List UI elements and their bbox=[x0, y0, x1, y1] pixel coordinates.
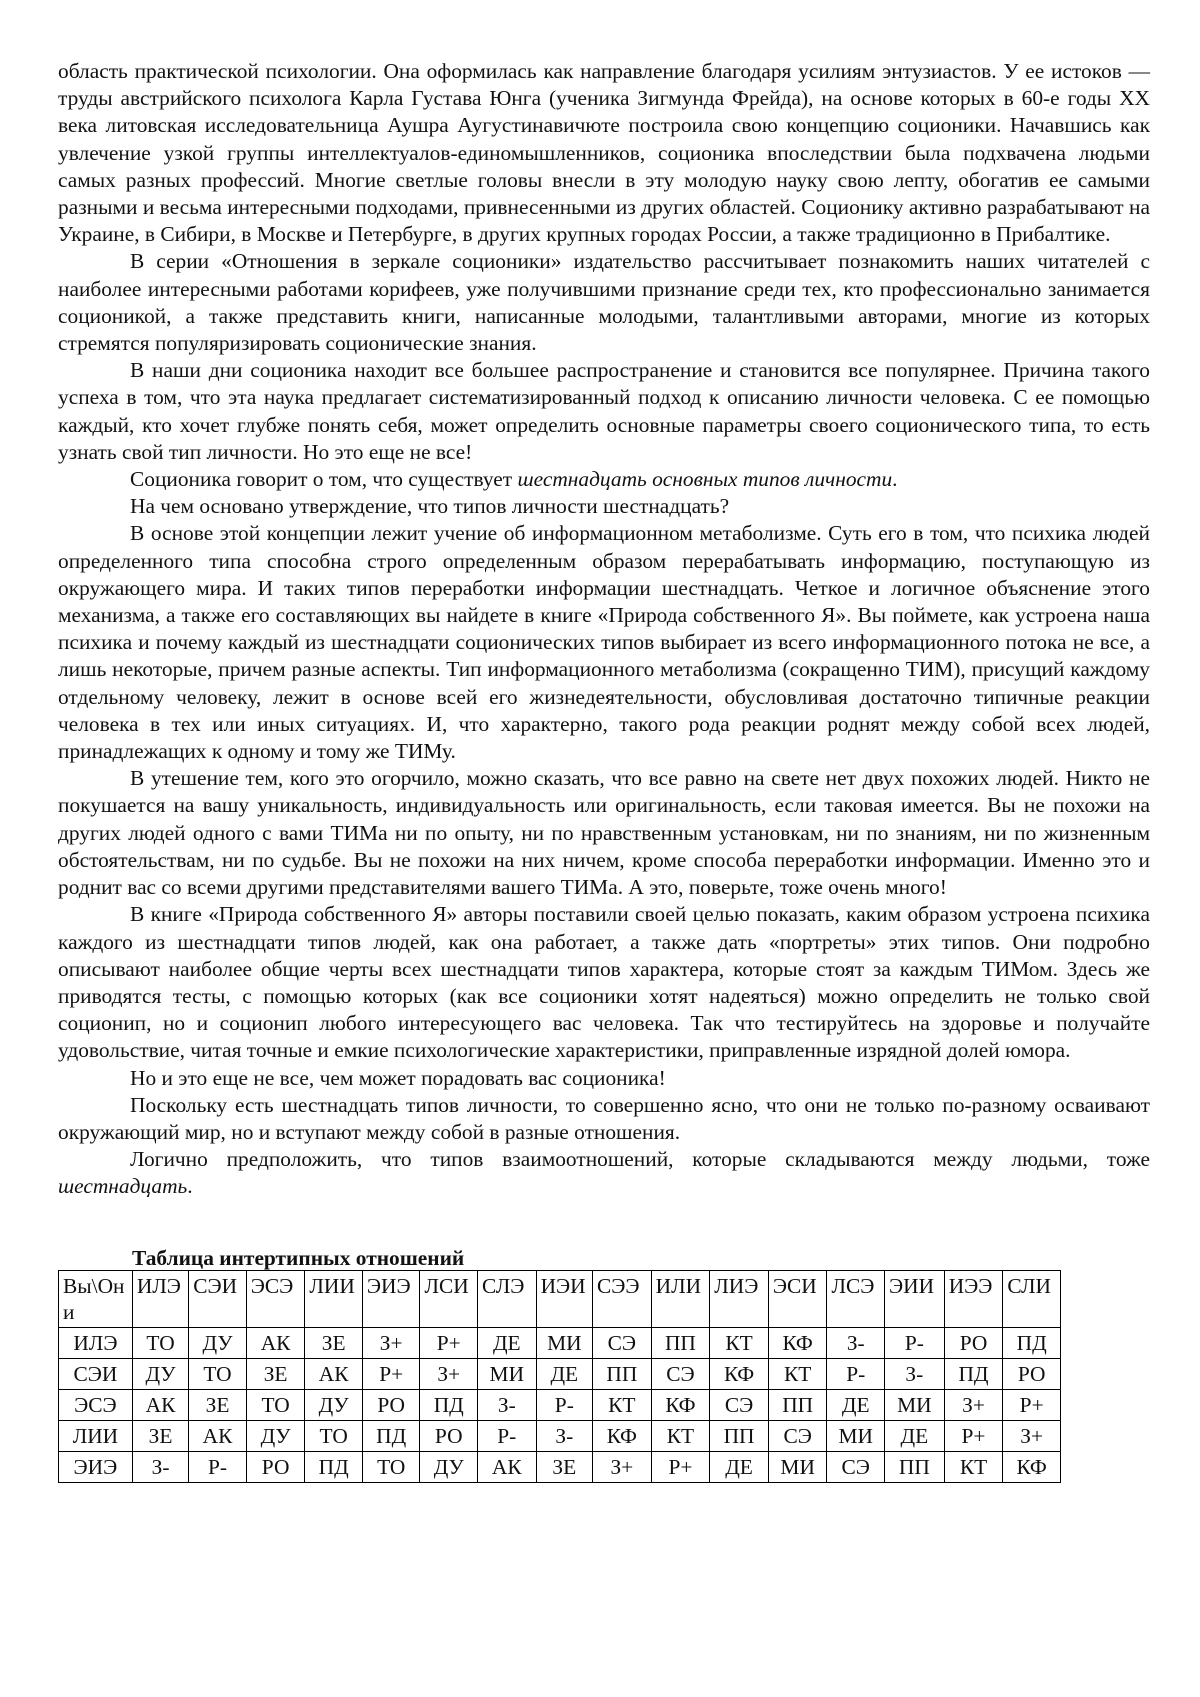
table-cell: АК bbox=[305, 1358, 363, 1389]
table-cell: ДЕ bbox=[710, 1451, 769, 1482]
table-cell: ПП bbox=[768, 1389, 827, 1420]
table-cell: КФ bbox=[593, 1420, 652, 1451]
table-cell: МИ bbox=[885, 1389, 945, 1420]
paragraph-text: область практической психологии. Она оформилась как направление благодаря усилиям энтузиастов. У ее истоков — труды австрийского психолога Карла Густава Юнга (ученика Зигмунда Фрейда), на основе которых в 60-е годы XX века литовская исследовательница Аушра Аугустинавичюте построила свою концепцию соционики. Начавшись как увлечение узкой группы интеллектуалов-единомышленников, соционика впоследствии была подхвачена людьми самых разных профессий. Многие светлые головы внесли в эту молодую науку свою лепту, обогатив ее самыми разными и весьма интересными подходами, привнесенными из других областей. Соционику активно разрабатывают на Украине, в Сибири, в Москве и Петербурге, в других крупных городах России, а также традиционно в Прибалтике. bbox=[58, 59, 1150, 247]
table-cell: З+ bbox=[1003, 1420, 1061, 1451]
table-cell: ПП bbox=[593, 1358, 652, 1389]
table-cell: ДЕ bbox=[885, 1420, 945, 1451]
row-header: ЛИИ bbox=[59, 1420, 133, 1451]
table-cell: АК bbox=[132, 1389, 188, 1420]
body-text bbox=[58, 58, 1150, 1201]
row-header: ИЛЭ bbox=[59, 1327, 133, 1358]
paragraph bbox=[58, 1065, 1150, 1092]
table-cell: РО bbox=[362, 1389, 420, 1420]
paragraph bbox=[58, 357, 1150, 466]
table-cell: АК bbox=[477, 1451, 536, 1482]
table-cell: Р+ bbox=[944, 1420, 1003, 1451]
table-cell: ТО bbox=[246, 1389, 305, 1420]
paragraph-text: В серии «Отношения в зеркале соционики» издательство рассчитывает познакомить наших читателей с наиболее интересными работами корифеев, уже получившими признание среди тех, кто профессионально занимается соционикой, а также представить книги, написанные молодыми, талантливыми авторами, многие из которых стремятся популяризировать соционические знания. bbox=[58, 249, 1150, 356]
paragraph bbox=[58, 493, 1150, 520]
table-cell: РО bbox=[944, 1327, 1003, 1358]
paragraph-text: Логично предположить, что типов взаимоотношений, которые складываются между людьми, тоже bbox=[130, 1147, 1150, 1172]
table-cell: З- bbox=[132, 1451, 188, 1482]
column-header: ЭСИ bbox=[768, 1270, 827, 1327]
table-row bbox=[59, 1420, 1061, 1451]
table-row bbox=[59, 1358, 1061, 1389]
table-cell: РО bbox=[420, 1420, 478, 1451]
table-cell: Р+ bbox=[362, 1358, 420, 1389]
table-cell: Р- bbox=[536, 1389, 592, 1420]
table-cell: З+ bbox=[420, 1358, 478, 1389]
paragraph-text: Соционика говорит о том, что существует bbox=[130, 467, 518, 492]
table-cell: Р+ bbox=[420, 1327, 478, 1358]
table-row bbox=[59, 1327, 1061, 1358]
table-cell: ПП bbox=[885, 1451, 945, 1482]
column-header: ЛИЭ bbox=[710, 1270, 769, 1327]
table-cell: КФ bbox=[710, 1358, 769, 1389]
table-cell: ДЕ bbox=[827, 1389, 885, 1420]
column-header: ИЭЭ bbox=[944, 1270, 1003, 1327]
table-header-row bbox=[59, 1270, 1061, 1327]
table-cell: СЭ bbox=[768, 1420, 827, 1451]
table-cell: ДЕ bbox=[536, 1358, 592, 1389]
row-header: СЭИ bbox=[59, 1358, 133, 1389]
paragraph-text: В книге «Природа собственного Я» авторы поставили своей целью показать, каким образом устроена психика каждого из шестнадцати типов людей, как она работает, а также дать «портреты» этих типов. Они подробно описывают наиболее общие черты всех шестнадцати типов характера, которые стоят за каждым ТИМом. Здесь же приводятся тесты, с помощью которых (как все соционики хотят надеяться) можно определить не только свой соционип, но и соционип любого интересующего вас человека. Так что тестируйтесь на здоровье и получайте удовольствие, читая точные и емкие психологические характеристики, приправленные изрядной долей юмора. bbox=[58, 902, 1150, 1063]
table-cell: Р- bbox=[827, 1358, 885, 1389]
paragraph-text: В основе этой концепции лежит учение об информационном метаболизме. Суть его в том, что психика людей определенного типа способна строго определенным образом перерабатывать информацию, поступающую из окружающего мира. И таких типов переработки информации шестнадцать. Четкое и логичное объяснение этого механизма, а также его составляющих вы найдете в книге «Природа собственного Я». Вы поймете, как устроена наша психика и почему каждый из шестнадцати соционических типов выбирает из всего информационного потока не все, а лишь некоторые, причем разные аспекты. Тип информационного метаболизма (сокращенно ТИМ), присущий каждому отдельному человеку, лежит в основе всей его жизнедеятельности, обусловливая достаточно типичные реакции человека в тех или иных ситуациях. И, что характерно, такого рода реакции роднят между собой всех людей, принадлежащих к одному и тому же ТИМу. bbox=[58, 521, 1150, 764]
column-header: ИЛЭ bbox=[132, 1270, 188, 1327]
table-cell: ПД bbox=[362, 1420, 420, 1451]
emphasized-text: шестнадцать bbox=[58, 1174, 188, 1199]
table-cell: ДУ bbox=[132, 1358, 188, 1389]
table-cell: Р+ bbox=[651, 1451, 710, 1482]
column-header: СЛИ bbox=[1003, 1270, 1061, 1327]
column-header: ЭСЭ bbox=[246, 1270, 305, 1327]
table-row bbox=[59, 1451, 1061, 1482]
table-cell: КФ bbox=[768, 1327, 827, 1358]
column-header: СЭЭ bbox=[593, 1270, 652, 1327]
table-cell: ДУ bbox=[246, 1420, 305, 1451]
table-cell: Р- bbox=[189, 1451, 247, 1482]
column-header: ЛИИ bbox=[305, 1270, 363, 1327]
table-cell: ПД bbox=[944, 1358, 1003, 1389]
table-row bbox=[59, 1389, 1061, 1420]
table-cell: З+ bbox=[944, 1389, 1003, 1420]
paragraph bbox=[58, 466, 1150, 493]
table-cell: КТ bbox=[710, 1327, 769, 1358]
table-cell: ТО bbox=[132, 1327, 188, 1358]
intertype-relations-table bbox=[58, 1270, 1061, 1483]
table-cell: ТО bbox=[362, 1451, 420, 1482]
column-header: ЭИИ bbox=[885, 1270, 945, 1327]
table-cell: ТО bbox=[305, 1420, 363, 1451]
paragraph-text: На чем основано утверждение, что типов личности шестнадцать? bbox=[130, 494, 730, 519]
document-page bbox=[58, 58, 1150, 1483]
column-header: СЛЭ bbox=[477, 1270, 536, 1327]
table-cell: КФ bbox=[651, 1389, 710, 1420]
table-cell: ПД bbox=[420, 1389, 478, 1420]
table-cell: СЭ bbox=[593, 1327, 652, 1358]
table-cell: АК bbox=[246, 1327, 305, 1358]
table-cell: Р- bbox=[885, 1327, 945, 1358]
table-cell: ДУ bbox=[420, 1451, 478, 1482]
paragraph-text: Поскольку есть шестнадцать типов личности, то совершенно ясно, что они не только по-разному осваивают окружающий мир, но и вступают между собой в разные отношения. bbox=[58, 1092, 1150, 1144]
table-cell: ЗЕ bbox=[189, 1389, 247, 1420]
paragraph-text-end: . bbox=[187, 1174, 193, 1199]
table-cell: СЭ bbox=[827, 1451, 885, 1482]
table-corner-header: Вы\Они bbox=[59, 1270, 133, 1327]
column-header: ЭИЭ bbox=[362, 1270, 420, 1327]
table-cell: ПП bbox=[710, 1420, 769, 1451]
paragraph-text-end: . bbox=[892, 467, 898, 492]
table-cell: З- bbox=[477, 1389, 536, 1420]
table-cell: КФ bbox=[1003, 1451, 1061, 1482]
table-cell: ЗЕ bbox=[536, 1451, 592, 1482]
table-cell: РО bbox=[1003, 1358, 1061, 1389]
column-header: СЭИ bbox=[189, 1270, 247, 1327]
row-header: ЭИЭ bbox=[59, 1451, 133, 1482]
table-cell: СЭ bbox=[710, 1389, 769, 1420]
table-cell: СЭ bbox=[651, 1358, 710, 1389]
table-cell: КТ bbox=[768, 1358, 827, 1389]
table-cell: МИ bbox=[477, 1358, 536, 1389]
table-cell: ПД bbox=[305, 1451, 363, 1482]
table-cell: ДУ bbox=[305, 1389, 363, 1420]
paragraph-text: В наши дни соционика находит все большее распространение и становится все популярнее. Причина такого успеха в том, что эта наука предлагает систематизированный подход к описанию личности человека. С ее помощью каждый, кто хочет глубже понять себя, может определить основные параметры своего соционического типа, то есть узнать свой тип личности. Но это еще не все! bbox=[58, 358, 1150, 464]
table-cell: ДЕ bbox=[477, 1327, 536, 1358]
table-cell: ЗЕ bbox=[246, 1358, 305, 1389]
paragraph bbox=[58, 901, 1150, 1064]
column-header: ИЭИ bbox=[536, 1270, 592, 1327]
table-cell: З- bbox=[536, 1420, 592, 1451]
table-cell: РО bbox=[246, 1451, 305, 1482]
table-cell: ЗЕ bbox=[132, 1420, 188, 1451]
table-cell: МИ bbox=[536, 1327, 592, 1358]
column-header: ИЛИ bbox=[651, 1270, 710, 1327]
paragraph-text: Но и это еще не все, чем может порадовать вас соционика! bbox=[130, 1065, 666, 1090]
table-cell: ТО bbox=[189, 1358, 247, 1389]
row-header: ЭСЭ bbox=[59, 1389, 133, 1420]
table-title: Таблица интертипных отношений bbox=[132, 1245, 465, 1270]
table-cell: Р- bbox=[477, 1420, 536, 1451]
table-cell: З- bbox=[885, 1358, 945, 1389]
table-cell: З- bbox=[827, 1327, 885, 1358]
paragraph bbox=[58, 520, 1150, 765]
paragraph bbox=[58, 765, 1150, 901]
table-cell: КТ bbox=[944, 1451, 1003, 1482]
table-cell: З+ bbox=[593, 1451, 652, 1482]
column-header: ЛСИ bbox=[420, 1270, 478, 1327]
table-cell: Р+ bbox=[1003, 1389, 1061, 1420]
table-cell: ПД bbox=[1003, 1327, 1061, 1358]
column-header: ЛСЭ bbox=[827, 1270, 885, 1327]
table-cell: ЗЕ bbox=[305, 1327, 363, 1358]
paragraph-text: В утешение тем, кого это огорчило, можно сказать, что все равно на свете нет двух похожих людей. Никто не покушается на вашу уникальность, индивидуальность или оригинальность, если таковая имеется. Вы не похожи на других людей одного с вами ТИМа ни по опыту, ни по нравственным установкам, ни по знаниям, ни по жизненным обстоятельствам, ни по судьбе. Вы не похожи на них ничем, кроме способа переработки информации. Именно это и роднит вас со всеми другими представителями вашего ТИМа. А это, поверьте, тоже очень много! bbox=[58, 766, 1150, 900]
emphasized-text: шестнадцать основных типов личности bbox=[517, 467, 893, 492]
table-cell: ДУ bbox=[189, 1327, 247, 1358]
paragraph bbox=[58, 248, 1150, 357]
paragraph bbox=[58, 58, 1150, 248]
paragraph bbox=[58, 1092, 1150, 1146]
table-cell: КТ bbox=[593, 1389, 652, 1420]
table-cell: ПП bbox=[651, 1327, 710, 1358]
table-body bbox=[59, 1327, 1061, 1482]
table-cell: МИ bbox=[768, 1451, 827, 1482]
table-cell: МИ bbox=[827, 1420, 885, 1451]
table-cell: КТ bbox=[651, 1420, 710, 1451]
table-cell: АК bbox=[189, 1420, 247, 1451]
paragraph bbox=[58, 1146, 1150, 1200]
table-cell: З+ bbox=[362, 1327, 420, 1358]
